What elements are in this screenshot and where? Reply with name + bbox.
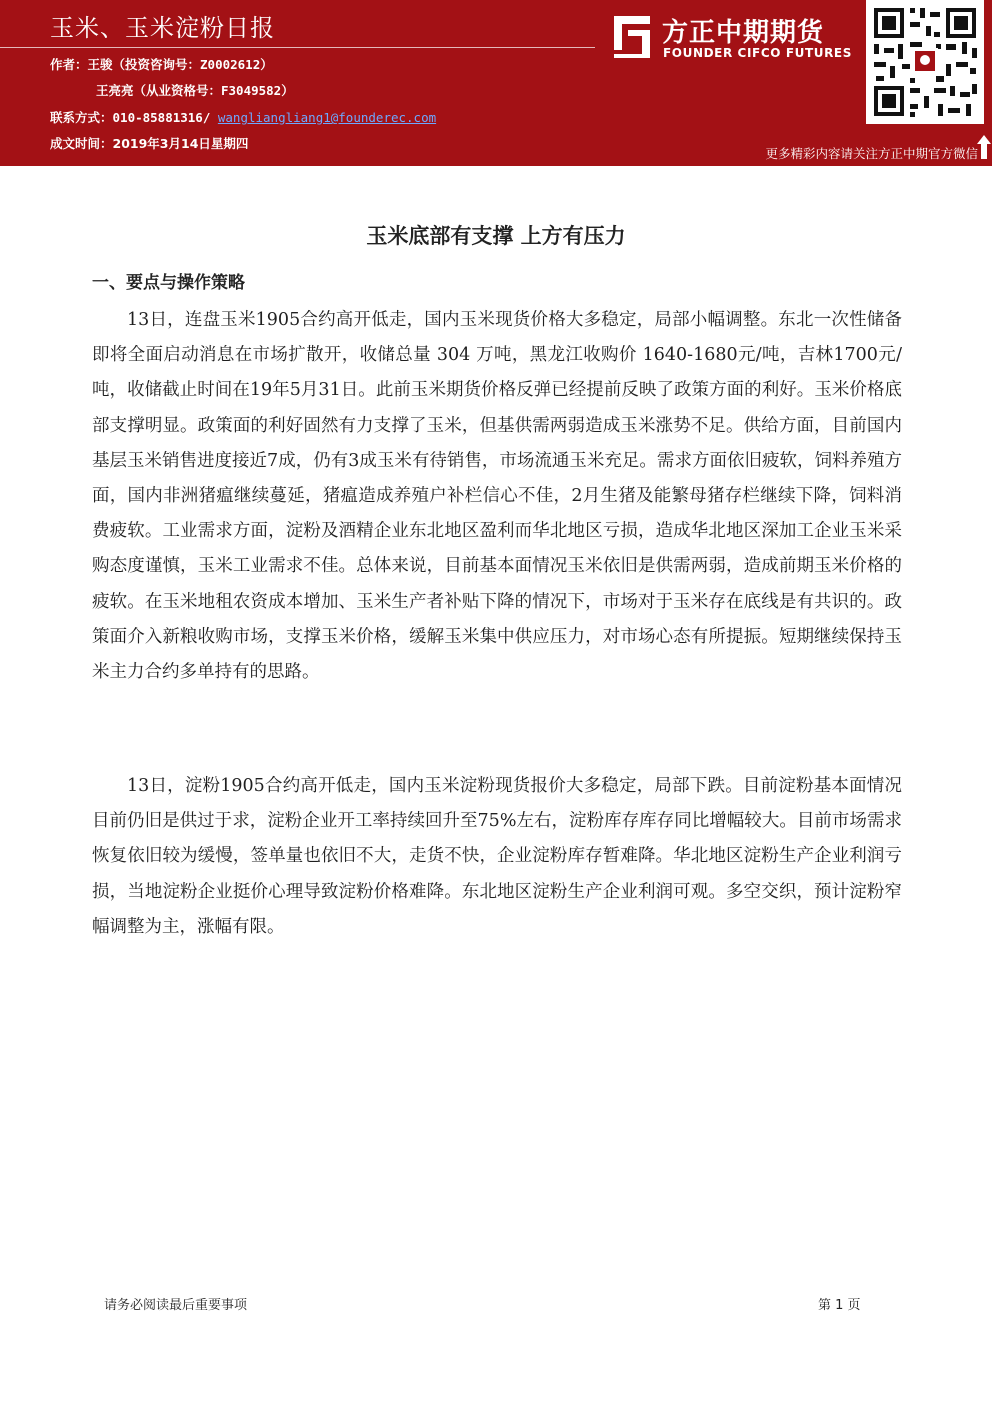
- footer-disclaimer: 请务必阅读最后重要事项: [104, 1298, 248, 1313]
- follow-wechat-text: 更多精彩内容请关注方正中期官方微信: [765, 146, 978, 161]
- logo-english-name: FOUNDER CIFCO FUTURES: [663, 46, 852, 60]
- author-line-1: [50, 55, 273, 73]
- header-divider: [0, 163, 992, 166]
- author-label: 作者：: [50, 57, 88, 72]
- section-heading: 一、要点与操作策略: [92, 273, 245, 293]
- contact-email-link[interactable]: wangliangliang1@founderec.com: [217, 110, 437, 125]
- date-label: 成文时间：: [50, 136, 113, 151]
- contact-label: 联系方式：: [50, 110, 113, 125]
- founder-logo: [606, 12, 861, 62]
- body-paragraph-corn: 13日，连盘玉米1905合约高开低走，国内玉米现货价格大多稳定，局部小幅调整。东北一次性储备即将全面启动消息在市场扩散开，收储总量 304 万吨，黑龙江收购价 1640-1680元/吨，吉林1700元/吨，收储截止时间在19年5月31日。此前玉米期货价格反弹已经提前反映了政策方面的利好。玉米价格底部支撑明显。政策面的利好固然有力支撑了玉米，但基供需两弱造成玉米涨势不足。供给方面，目前国内基层玉米销售进度接近7成，仍有3成玉米有待销售，市场流通玉米充足。需求方面依旧疲软，饲料养殖方面，国内非洲猪瘟继续蔓延，猪瘟造成养殖户补栏信心不佳，2月生猪及能繁母猪存栏继续下降，饲料消费疲软。工业需求方面，淀粉及酒精企业东北地区盈利而华北地区亏损，造成华北地区深加工企业玉米采购态度谨慎，玉米工业需求不佳。总体来说，目前基本面情况玉米依旧是供需两弱，造成前期玉米价格的疲软。在玉米地租农资成本增加、玉米生产者补贴下降的情况下，市场对于玉米存在底线是有共识的。政策面介入新粮收购市场，支撑玉米价格，缓解玉米集中供应压力，对市场心态有所提振。短期继续保持玉米主力合约多单持有的思路。: [92, 310, 902, 683]
- logo-chinese-name: 方正中期期货: [662, 18, 825, 48]
- date-line: [50, 134, 248, 152]
- report-title: 玉米、玉米淀粉日报: [50, 14, 275, 42]
- founder-logo-mark-icon: [606, 14, 652, 60]
- body-paragraph-starch: 13日，淀粉1905合约高开低走，国内玉米淀粉现货报价大多稳定，局部下跌。目前淀粉基本面情况目前仍旧是供过于求，淀粉企业开工率持续回升至75%左右，淀粉库存库存同比增幅较大。目前市场需求恢复依旧较为缓慢，签单量也依旧不大，走货不快，企业淀粉库存暂难降。华北地区淀粉生产企业利润亏损，当地淀粉企业挺价心理导致淀粉价格难降。东北地区淀粉生产企业利润可观。多空交织，预计淀粉窄幅调整为主，涨幅有限。: [92, 776, 902, 937]
- author-1: 王骏（投资咨询号：Z0002612）: [87, 57, 273, 72]
- arrow-up-icon: [976, 134, 992, 160]
- author-line-2: [96, 81, 294, 99]
- title-rule: [0, 47, 595, 48]
- page-number: 第 1 页: [818, 1298, 861, 1313]
- date-value: 2019年3月14日星期四: [112, 136, 249, 151]
- author-2: 王亮亮（从业资格号：F3049582）: [96, 83, 294, 98]
- document-title: 玉米底部有支撑 上方有压力: [366, 224, 626, 248]
- wechat-qr-code-icon[interactable]: [866, 0, 984, 124]
- contact-phone: 010-85881316/: [112, 110, 218, 125]
- contact-line: [50, 108, 436, 126]
